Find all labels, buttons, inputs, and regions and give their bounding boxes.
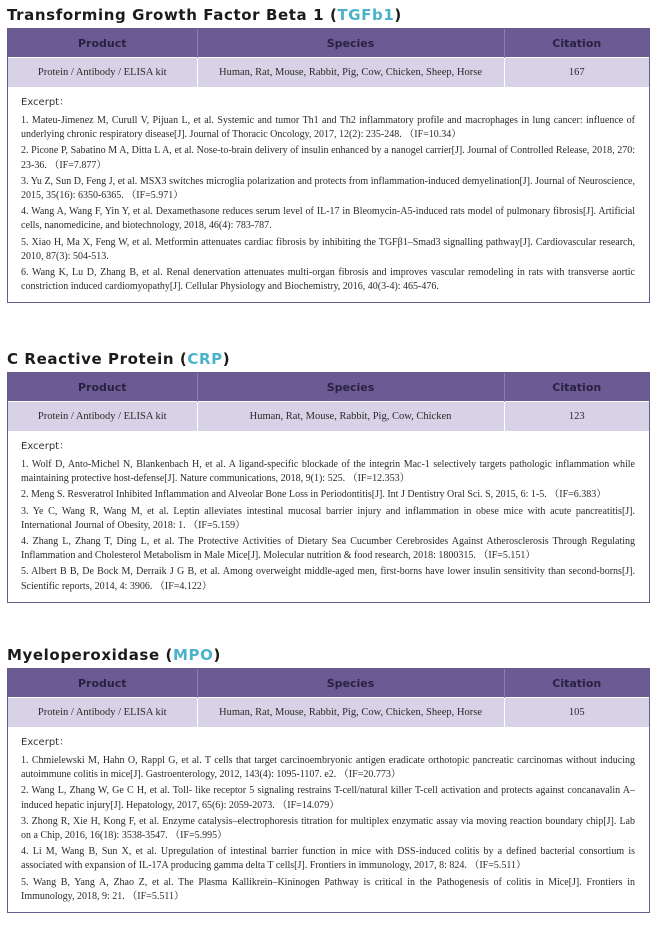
column-header-species: Species bbox=[197, 669, 504, 698]
excerpt-label: Excerpt： bbox=[21, 441, 70, 452]
product-table bbox=[8, 373, 649, 431]
reference-item: 4. Li M, Wang B, Sun X, et al. Upregulation of intestinal barrier function in mice with DSS-induced colitis by a defined bacterial consortium is associated with expansion of IL-17A producing gamma delta T cells[J]. Frontiers in immunology, 2017, 8: 824. （IF=5.511） bbox=[21, 846, 635, 872]
column-header-product: Product bbox=[8, 373, 197, 402]
section-title-text: Myeloperoxidase ( bbox=[7, 646, 173, 664]
excerpt bbox=[8, 87, 649, 302]
citation-cell: 123 bbox=[504, 402, 649, 432]
section-title bbox=[7, 350, 230, 368]
reference-item: 1. Chmielewski M, Hahn O, Rappl G, et al. T cells that target carcinoembryonic antigen eradicate orthotopic pancreatic carcinomas without inducing autoimmune colitis in mice[J]. Gastroenterology, 2012, 143(4): 1095-1107. e2. （IF=20.773） bbox=[21, 755, 635, 781]
reference-item: 5. Xiao H, Ma X, Feng W, et al. Metformin attenuates cardiac fibrosis by inhibiting the TGFβ1–Smad3 signalling pathway[J]. Cardiovascular research, 2010, 87(3): 504-513. bbox=[21, 236, 635, 262]
excerpt bbox=[8, 431, 649, 602]
species-cell: Human, Rat, Mouse, Rabbit, Pig, Cow, Chicken, Sheep, Horse bbox=[197, 698, 504, 728]
table-header-row bbox=[8, 373, 649, 402]
section-abbr: MPO bbox=[173, 646, 214, 664]
excerpt-label: Excerpt： bbox=[21, 97, 70, 108]
reference-item: 4. Zhang L, Zhang T, Ding L, et al. The Protective Activities of Dietary Sea Cucumber Cerebrosides Against Atherosclerosis Through Regulating Inflammation and Cholesterol Metabolism in Male Mice[J]. Molecular nutrition & food research, 2018: 1800315. （IF=5.151） bbox=[21, 536, 635, 562]
reference-item: 5. Wang B, Yang A, Zhao Z, et al. The Plasma Kallikrein–Kininogen Pathway is critical in the Pathogenesis of colitis in Mice[J]. Frontiers in Immunology, 2018, 9: 21. （IF=5.511） bbox=[21, 876, 635, 902]
section-abbr: TGFb1 bbox=[337, 6, 395, 24]
column-header-product: Product bbox=[8, 29, 197, 58]
reference-item: 3. Ye C, Wang R, Wang M, et al. Leptin alleviates intestinal mucosal barrier injury and inflammation in obese mice with acute pancreatitis[J]. International Journal of Obesity, 2018: 1. （IF=5.159） bbox=[21, 505, 635, 531]
column-header-citation: Citation bbox=[504, 29, 649, 58]
section-title-close: ) bbox=[394, 6, 402, 24]
excerpt bbox=[8, 727, 649, 912]
column-header-species: Species bbox=[197, 29, 504, 58]
product-box bbox=[7, 668, 650, 913]
column-header-species: Species bbox=[197, 373, 504, 402]
table-row bbox=[8, 698, 649, 728]
table-row bbox=[8, 402, 649, 432]
reference-item: 3. Yu Z, Sun D, Feng J, et al. MSX3 switches microglia polarization and protects from inflammation-induced demyelination[J]. Journal of Neuroscience, 2015, 35(16): 6350-6365. （IF=5.971） bbox=[21, 175, 635, 202]
product-cell: Protein / Antibody / ELISA kit bbox=[8, 58, 197, 88]
table-header-row bbox=[8, 669, 649, 698]
reference-item: 2. Wang L, Zhang W, Ge C H, et al. Toll- like receptor 5 signaling restrains T-cell/natural killer T-cell activation and protects against concanavalin A–induced hepatic injury[J]. Hepatology, 2017, 65(6): 2059-2073. （IF=14.079） bbox=[21, 785, 635, 811]
table-header-row bbox=[8, 29, 649, 58]
reference-item: 4. Wang A, Wang F, Yin Y, et al. Dexamethasone reduces serum level of IL-17 in Bleomycin-A5-induced rats model of pulmonary fibrosis[J]. Artificial cells, nanomedicine, and biotechnology, 2018, 46(4): 783-787. bbox=[21, 206, 635, 232]
section-abbr: CRP bbox=[187, 350, 223, 368]
reference-item: 1. Wolf D, Anto-Michel N, Blankenbach H, et al. A ligand-specific blockade of the integrin Mac-1 selectively targets pathologic inflammation while maintaining protective host-defense[J]. Nature communications, 2018, 9(1): 525. （IF=12.353） bbox=[21, 459, 635, 485]
table-row bbox=[8, 58, 649, 88]
citation-cell: 105 bbox=[504, 698, 649, 728]
column-header-citation: Citation bbox=[504, 373, 649, 402]
section-title-close: ) bbox=[222, 350, 231, 368]
column-header-product: Product bbox=[8, 669, 197, 698]
product-cell: Protein / Antibody / ELISA kit bbox=[8, 402, 197, 432]
reference-item: 1. Mateu-Jimenez M, Curull V, Pijuan L, et al. Systemic and tumor Th1 and Th2 inflammatory profile and macrophages in lung cancer: influence of underlying chronic respiratory disease[J]. Journal of Thoracic Oncology, 2017, 12(2): 235-248. （IF=10.34） bbox=[21, 115, 635, 141]
product-table bbox=[8, 669, 649, 727]
product-cell: Protein / Antibody / ELISA kit bbox=[8, 698, 197, 728]
citation-cell: 167 bbox=[504, 58, 649, 88]
section-title-close: ) bbox=[213, 646, 221, 664]
reference-item: 2. Meng S. Resveratrol Inhibited Inflammation and Alveolar Bone Loss in Periodontitis[J]. Int J Dentistry Oral Sci. S, 2015, 6: 1-5. （IF=6.383） bbox=[21, 489, 607, 501]
reference-item: 3. Zhong R, Xie H, Kong F, et al. Enzyme catalysis–electrophoresis titration for multiplex enzymatic assay via moving reaction boundary chip[J]. Lab on a Chip, 2016, 16(18): 3538-3547. （IF=5.995） bbox=[21, 815, 635, 842]
section-title bbox=[7, 646, 221, 664]
section-title bbox=[7, 6, 402, 24]
reference-item: 2. Picone P, Sabatino M A, Ditta L A, et al. Nose-to-brain delivery of insulin enhanced by a nanogel carrier[J]. Journal of Controlled Release, 2018, 270: 23-36. （IF=7.877） bbox=[21, 145, 635, 171]
excerpt-label: Excerpt： bbox=[21, 737, 70, 748]
species-cell: Human, Rat, Mouse, Rabbit, Pig, Cow, Chicken bbox=[197, 402, 504, 432]
product-box bbox=[7, 28, 650, 303]
section-title-text: Transforming Growth Factor Beta 1 ( bbox=[7, 6, 338, 24]
column-header-citation: Citation bbox=[504, 669, 649, 698]
reference-item: 6. Wang K, Lu D, Zhang B, et al. Renal denervation attenuates multi-organ fibrosis and improves vascular remodeling in rats with transverse aortic constriction induced cardiomyopathy[J]. Cellular Physiology and Biochemistry, 2016, 40(3-4): 465-476. bbox=[21, 267, 635, 293]
reference-item: 5. Albert B B, De Bock M, Derraik J G B, et al. Among overweight middle-aged men, first-borns have lower insulin sensitivity than second-borns[J]. Scientific reports, 2014, 4: 3906. （IF=4.122） bbox=[21, 566, 635, 592]
product-table bbox=[8, 29, 649, 87]
species-cell: Human, Rat, Mouse, Rabbit, Pig, Cow, Chicken, Sheep, Horse bbox=[197, 58, 504, 88]
product-box bbox=[7, 372, 650, 603]
section-title-text: C Reactive Protein ( bbox=[7, 350, 188, 368]
